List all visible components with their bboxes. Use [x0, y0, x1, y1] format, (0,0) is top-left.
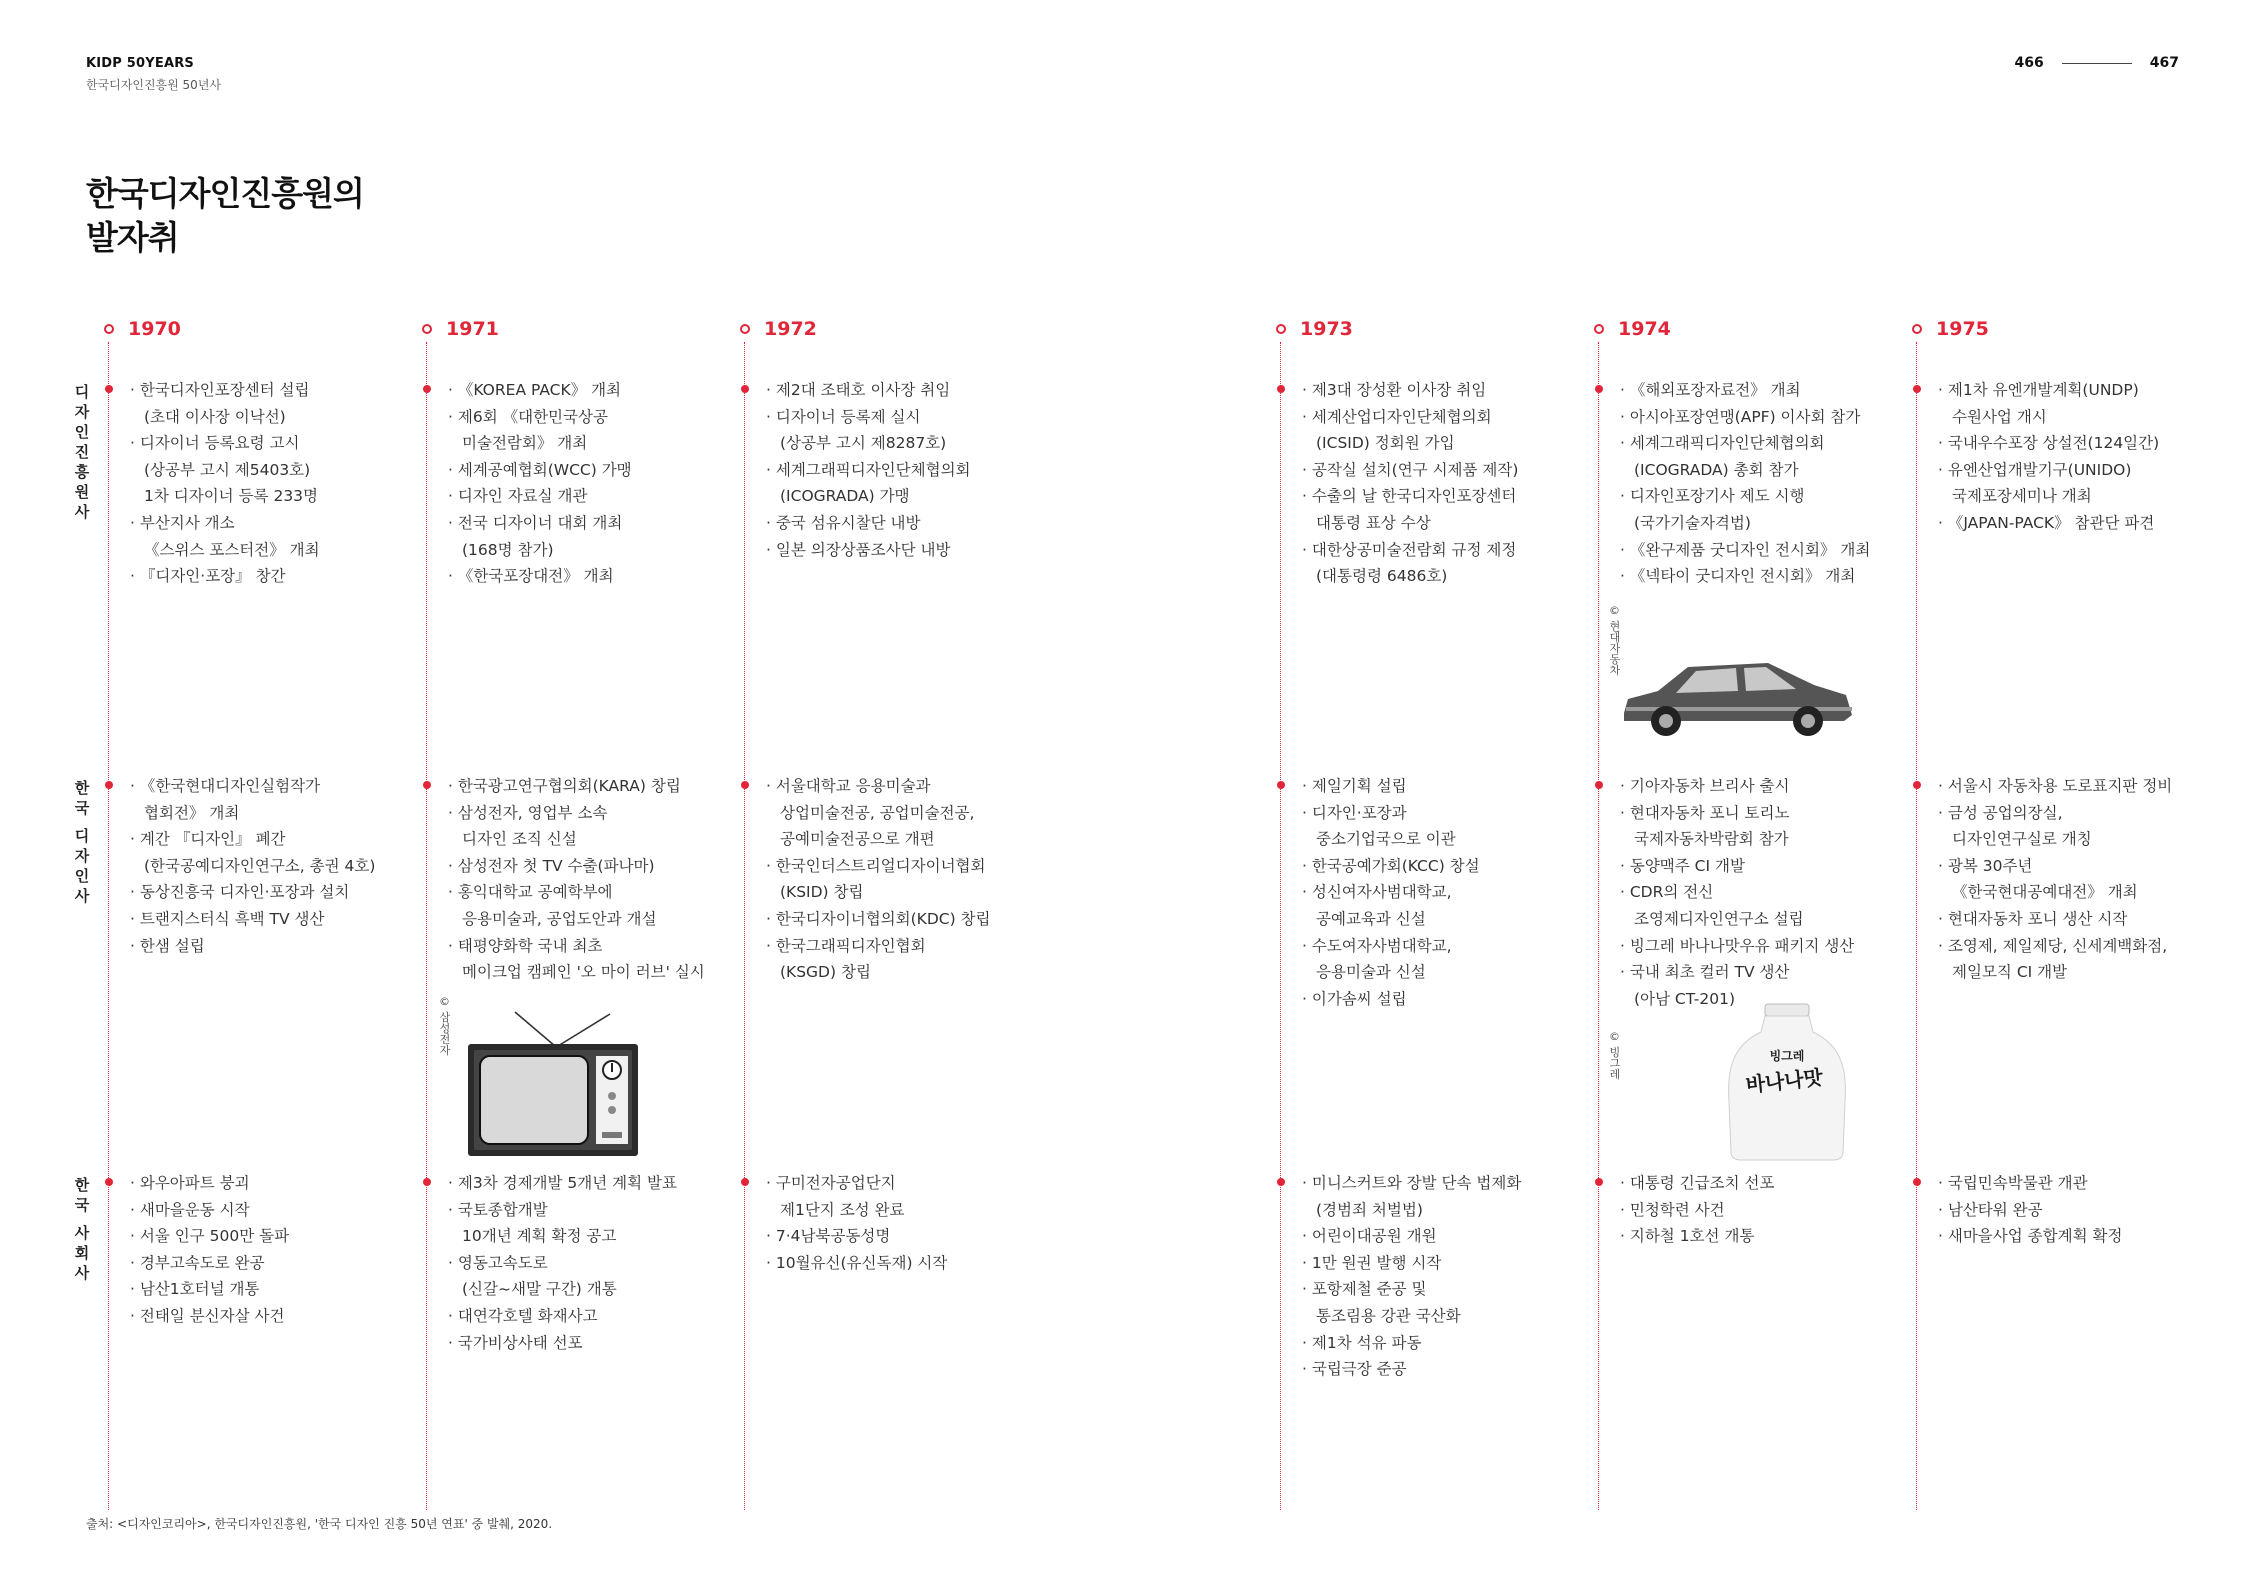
timeline-item-continued: 《한국현대공예대전》 개최	[1952, 883, 2138, 902]
timeline-item: · 미니스커트와 장발 단속 법제화	[1302, 1170, 1587, 1197]
timeline-item: · 세계그래픽디자인단체협의회	[766, 457, 1051, 484]
timeline-item: · 어린이대공원 개원	[1302, 1223, 1587, 1250]
timeline-item: · 국립극장 준공	[1302, 1356, 1587, 1383]
timeline-item: · 디자인 자료실 개관	[448, 483, 733, 510]
row-dot-icon	[423, 385, 431, 393]
timeline-item: · 제1차 석유 파동	[1302, 1330, 1587, 1357]
timeline-item: · 디자인·포장과	[1302, 800, 1587, 827]
timeline-item-continued: 메이크업 캠페인 '오 마이 러브' 실시	[462, 963, 705, 982]
timeline-item: · 포항제철 준공 및	[1302, 1276, 1587, 1303]
timeline-item-continued: 응용미술과, 공업도안과 개설	[462, 909, 657, 928]
cell-design-1975	[1938, 773, 2223, 986]
timeline-item: · 국립민속박물관 개관	[1938, 1170, 2223, 1197]
timeline-item-continued: 수원사업 개시	[1952, 407, 2047, 426]
timeline-item: · 한샘 설립	[130, 933, 415, 960]
timeline-item: · 민청학련 사건	[1620, 1197, 1905, 1224]
timeline-item: · 세계그래픽디자인단체협의회	[1620, 430, 1905, 457]
timeline-item: · 트랜지스터식 흑백 TV 생산	[130, 906, 415, 933]
timeline-item-continued: 상업미술전공, 공업미술전공,	[780, 803, 975, 822]
timeline-item-continued: 국제자동차박람회 참가	[1634, 830, 1789, 849]
timeline-item: · 광복 30주년	[1938, 853, 2223, 880]
year-marker	[422, 318, 499, 340]
timeline-item-continued: 통조림용 강관 국산화	[1316, 1306, 1461, 1325]
header-brand: KIDP 50YEARS	[86, 56, 194, 71]
car-credit: © 현대자동차	[1608, 604, 1621, 676]
timeline-item: · 『디자인·포장』 창간	[130, 563, 415, 590]
row-dot-icon	[423, 1178, 431, 1186]
source-note: 출처: <디자인코리아>, 한국디자인진흥원, '한국 디자인 진흥 50년 연표' 중 발췌, 2020.	[86, 1517, 553, 1531]
year-marker	[740, 318, 817, 340]
timeline-item: · 영동고속도로	[448, 1250, 733, 1277]
page-numbers	[2015, 55, 2179, 71]
timeline-item: · 세계공예협회(WCC) 가맹	[448, 457, 733, 484]
timeline-item: · CDR의 전신	[1620, 879, 1905, 906]
row-dot-icon	[105, 1178, 113, 1186]
timeline-item: · 제1차 유엔개발계획(UNDP)	[1938, 377, 2223, 404]
year-ring-icon	[1276, 324, 1286, 334]
timeline-item: · 국토종합개발	[448, 1197, 733, 1224]
page-left: 466	[2014, 55, 2044, 71]
timeline-item: · 10월유신(유신독재) 시작	[766, 1250, 1051, 1277]
timeline-item: · 조영제, 제일제당, 신세계백화점,	[1938, 933, 2223, 960]
cell-kidp-1971	[448, 377, 733, 590]
timeline-item: · 《넥타이 굿디자인 전시회》 개최	[1620, 563, 1905, 590]
timeline-item: · 《완구제품 굿디자인 전시회》 개최	[1620, 537, 1905, 564]
timeline-item: · 서울시 자동차용 도로표지판 정비	[1938, 773, 2223, 800]
page-title-line1: 한국디자인진흥원의	[86, 174, 364, 213]
timeline-item: · 제6회 《대한민국상공	[448, 404, 733, 431]
timeline-line	[1280, 342, 1281, 1510]
timeline-item: · 《KOREA PACK》 개최	[448, 377, 733, 404]
year-label: 1975	[1936, 318, 1989, 340]
row-dot-icon	[741, 385, 749, 393]
row-dot-icon	[1595, 385, 1603, 393]
timeline-item: · 국내우수포장 상설전(124일간)	[1938, 430, 2223, 457]
timeline-item: · 수출의 날 한국디자인포장센터	[1302, 483, 1587, 510]
timeline-item-continued: (ICOGRADA) 가맹	[780, 487, 910, 506]
header-subtitle: 한국디자인진흥원 50년사	[86, 78, 222, 92]
timeline-item-continued: (KSID) 창립	[780, 883, 864, 902]
timeline-item: · 남산타워 완공	[1938, 1197, 2223, 1224]
timeline-item: · 《한국현대디자인실험작가	[130, 773, 415, 800]
page-divider	[2062, 63, 2132, 64]
timeline-item-continued: 1차 디자이너 등록 233명	[144, 487, 319, 506]
timeline-item: · 《해외포장자료전》 개최	[1620, 377, 1905, 404]
row-dot-icon	[741, 1178, 749, 1186]
banana-milk-image	[1725, 1002, 1850, 1162]
tv-credit: © 삼성전자	[438, 995, 451, 1056]
timeline-item: · 디자이너 등록요령 고시	[130, 430, 415, 457]
timeline-item-continued: (ICSID) 정회원 가입	[1316, 434, 1455, 453]
timeline-item-continued: (경범죄 처벌법)	[1316, 1200, 1423, 1219]
banana-milk-brand: 빙그레	[1769, 1049, 1805, 1063]
timeline-item-continued: 대통령 표상 수상	[1316, 513, 1431, 532]
timeline-line	[1916, 342, 1917, 1510]
page-title	[86, 172, 364, 260]
year-label: 1970	[128, 318, 181, 340]
year-ring-icon	[422, 324, 432, 334]
timeline-item: · 현대자동차 포니 생산 시작	[1938, 906, 2223, 933]
timeline-item: · 제3차 경제개발 5개년 계획 발표	[448, 1170, 733, 1197]
timeline-item-continued: 제일모직 CI 개발	[1952, 963, 2068, 982]
timeline-item: · 남산1호터널 개통	[130, 1276, 415, 1303]
year-ring-icon	[740, 324, 750, 334]
timeline-item-continued: 《스위스 포스터전》 개최	[144, 540, 320, 559]
timeline-item-continued: 조영제디자인연구소 설립	[1634, 909, 1804, 928]
cell-kidp-1974	[1620, 377, 1905, 590]
timeline-item: · 대통령 긴급조치 선포	[1620, 1170, 1905, 1197]
timeline-item: · 1만 원권 발행 시작	[1302, 1250, 1587, 1277]
timeline-item: · 세계산업디자인단체협의회	[1302, 404, 1587, 431]
cell-society-1972	[766, 1170, 1051, 1276]
timeline-item-continued: 미술전람회》 개최	[462, 434, 588, 453]
year-label: 1973	[1300, 318, 1353, 340]
row-dot-icon	[1277, 385, 1285, 393]
timeline-item-continued: 디자인연구실로 개칭	[1952, 830, 2092, 849]
car-image	[1618, 655, 1858, 745]
cell-kidp-1975	[1938, 377, 2223, 537]
cell-kidp-1972	[766, 377, 1051, 563]
timeline-item-continued: 응용미술과 신설	[1316, 963, 1426, 982]
cell-design-1970	[130, 773, 415, 959]
timeline-item: · 홍익대학교 공예학부에	[448, 879, 733, 906]
timeline-item: · 서울 인구 500만 돌파	[130, 1223, 415, 1250]
year-ring-icon	[104, 324, 114, 334]
timeline-item: · 한국그래픽디자인협회	[766, 933, 1051, 960]
timeline-item: · 새마을운동 시작	[130, 1197, 415, 1224]
timeline-item: · 구미전자공업단지	[766, 1170, 1051, 1197]
year-label: 1972	[764, 318, 817, 340]
timeline-item-continued: (KSGD) 창립	[780, 963, 871, 982]
timeline-item-continued: (한국공예디자인연구소, 총권 4호)	[144, 856, 376, 875]
timeline-item-continued: (대통령령 6486호)	[1316, 567, 1448, 586]
timeline-item: · 수도여자사범대학교,	[1302, 933, 1587, 960]
cell-design-1974	[1620, 773, 1905, 1012]
timeline-item: · 7·4남북공동성명	[766, 1223, 1051, 1250]
cell-society-1975	[1938, 1170, 2223, 1250]
timeline-line	[426, 342, 427, 1510]
row-dot-icon	[1595, 1178, 1603, 1186]
row-dot-icon	[105, 385, 113, 393]
timeline-item-continued: (초대 이사장 이낙선)	[144, 407, 286, 426]
timeline-item: · 한국광고연구협의회(KARA) 창립	[448, 773, 733, 800]
timeline-item: · 디자이너 등록제 실시	[766, 404, 1051, 431]
timeline-item-continued: (상공부 고시 제5403호)	[144, 460, 311, 479]
year-label: 1971	[446, 318, 499, 340]
timeline-line	[744, 342, 745, 1510]
cell-design-1973	[1302, 773, 1587, 1012]
timeline-item: · 성신여자사범대학교,	[1302, 879, 1587, 906]
row-dot-icon	[1913, 385, 1921, 393]
timeline-item-continued: (ICOGRADA) 총회 참가	[1634, 460, 1799, 479]
timeline-item: · 전태일 분신자살 사건	[130, 1303, 415, 1330]
year-marker	[1912, 318, 1989, 340]
timeline-item: · 동양맥주 CI 개발	[1620, 853, 1905, 880]
timeline-item: · 서울대학교 응용미술과	[766, 773, 1051, 800]
timeline-item: · 한국디자인포장센터 설립	[130, 377, 415, 404]
timeline-item-continued: 10개년 계획 확정 공고	[462, 1227, 617, 1246]
cell-design-1971	[448, 773, 733, 986]
timeline-item-continued: (신갈~새말 구간) 개통	[462, 1280, 617, 1299]
timeline-item: · 국내 최초 컬러 TV 생산	[1620, 959, 1905, 986]
timeline-item: · 제2대 조태호 이사장 취임	[766, 377, 1051, 404]
timeline-item: · 전국 디자이너 대회 개최	[448, 510, 733, 537]
timeline-item-continued: 공예교육과 신설	[1316, 909, 1426, 928]
timeline-item: · 디자인포장기사 제도 시행	[1620, 483, 1905, 510]
timeline-item: · 삼성전자 첫 TV 수출(파나마)	[448, 853, 733, 880]
timeline-item-continued: (상공부 고시 제8287호)	[780, 434, 947, 453]
timeline-item: · 국가비상사태 선포	[448, 1330, 733, 1357]
timeline-item: · 중국 섬유시찰단 내방	[766, 510, 1051, 537]
timeline-item-continued: 중소기업국으로 이관	[1316, 830, 1456, 849]
timeline-item: · 《한국포장대전》 개최	[448, 563, 733, 590]
cell-society-1974	[1620, 1170, 1905, 1250]
row-dot-icon	[1595, 781, 1603, 789]
section-label-kidp: 디 자 인 진 흥 원 사	[74, 383, 90, 521]
timeline-item-continued: 디자인 조직 신설	[462, 830, 577, 849]
timeline-item: · 금성 공업의장실,	[1938, 800, 2223, 827]
cell-kidp-1970	[130, 377, 415, 590]
timeline-item: · 태평양화학 국내 최초	[448, 933, 733, 960]
timeline-item: · 공작실 설치(연구 시제품 제작)	[1302, 457, 1587, 484]
timeline-item-continued: 제1단지 조성 완료	[780, 1200, 905, 1219]
cell-design-1972	[766, 773, 1051, 986]
section-label-design: 한 국 디 자 인 사	[74, 779, 90, 905]
timeline-item: · 기아자동차 브리사 출시	[1620, 773, 1905, 800]
year-ring-icon	[1594, 324, 1604, 334]
timeline-item-continued: (아남 CT-201)	[1634, 989, 1736, 1008]
timeline-item: · 지하철 1호선 개통	[1620, 1223, 1905, 1250]
banana-milk-label: 바나나맛	[1744, 1065, 1824, 1098]
timeline-item: · 한국인더스트리얼디자이너협회	[766, 853, 1051, 880]
timeline-item-continued: (국가기술자격법)	[1634, 513, 1751, 532]
timeline-item: · 현대자동차 포니 토리노	[1620, 800, 1905, 827]
row-dot-icon	[105, 781, 113, 789]
row-dot-icon	[1277, 1178, 1285, 1186]
timeline-item-continued: 국제포장세미나 개최	[1952, 487, 2092, 506]
timeline-item: · 유엔산업개발기구(UNIDO)	[1938, 457, 2223, 484]
timeline-item: · 대연각호텔 화재사고	[448, 1303, 733, 1330]
row-dot-icon	[1913, 781, 1921, 789]
year-ring-icon	[1912, 324, 1922, 334]
row-dot-icon	[741, 781, 749, 789]
timeline-item: · 《JAPAN-PACK》 참관단 파견	[1938, 510, 2223, 537]
timeline-item: · 동상진흥국 디자인·포장과 설치	[130, 879, 415, 906]
timeline-item: · 한국공예가회(KCC) 창설	[1302, 853, 1587, 880]
page-title-line2: 발자취	[86, 218, 179, 257]
cell-society-1970	[130, 1170, 415, 1330]
timeline-item: · 경부고속도로 완공	[130, 1250, 415, 1277]
row-dot-icon	[1277, 781, 1285, 789]
tv-image	[460, 1010, 645, 1160]
timeline-item: · 빙그레 바나나맛우유 패키지 생산	[1620, 933, 1905, 960]
timeline-item: · 제일기획 설립	[1302, 773, 1587, 800]
timeline-item: · 부산지사 개소	[130, 510, 415, 537]
section-label-society: 한 국 사 회 사	[74, 1176, 90, 1282]
milk-credit: © 빙그레	[1608, 1030, 1621, 1080]
timeline-item: · 대한상공미술전람회 규정 제정	[1302, 537, 1587, 564]
timeline-item: · 삼성전자, 영업부 소속	[448, 800, 733, 827]
year-marker	[104, 318, 181, 340]
timeline-item: · 새마을사업 종합계획 확정	[1938, 1223, 2223, 1250]
timeline-item: · 와우아파트 붕괴	[130, 1170, 415, 1197]
timeline-line	[1598, 342, 1599, 1510]
timeline-item: · 한국디자이너협의회(KDC) 창립	[766, 906, 1051, 933]
year-marker	[1276, 318, 1353, 340]
year-label: 1974	[1618, 318, 1671, 340]
timeline-item-continued: 협회전》 개최	[144, 803, 240, 822]
timeline-item: · 일본 의장상품조사단 내방	[766, 537, 1051, 564]
timeline-item-continued: (168명 참가)	[462, 540, 554, 559]
cell-society-1973	[1302, 1170, 1587, 1383]
year-marker	[1594, 318, 1671, 340]
row-dot-icon	[423, 781, 431, 789]
page-right: 467	[2149, 55, 2179, 71]
timeline-item: · 이가솜씨 설립	[1302, 986, 1587, 1013]
timeline-item: · 아시아포장연맹(APF) 이사회 참가	[1620, 404, 1905, 431]
row-dot-icon	[1913, 1178, 1921, 1186]
timeline-item-continued: 공예미술전공으로 개편	[780, 830, 935, 849]
cell-society-1971	[448, 1170, 733, 1356]
cell-kidp-1973	[1302, 377, 1587, 590]
timeline-item: · 계간 『디자인』 폐간	[130, 826, 415, 853]
timeline-item: · 제3대 장성환 이사장 취임	[1302, 377, 1587, 404]
timeline-line	[108, 342, 109, 1510]
